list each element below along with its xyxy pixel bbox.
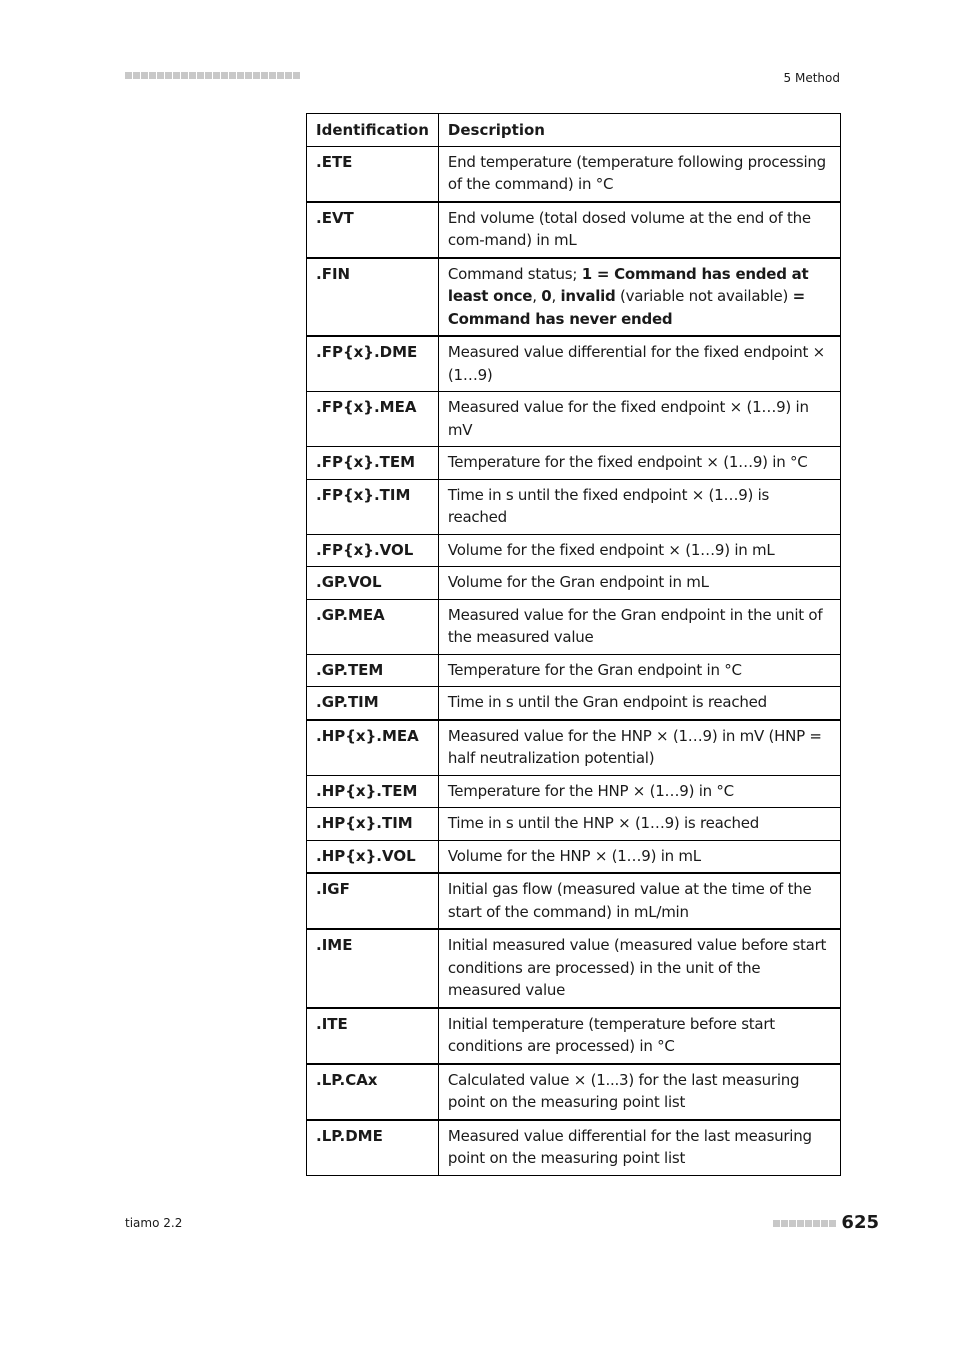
- dot: [221, 72, 228, 79]
- table-row: [307, 720, 841, 776]
- table-row: [307, 873, 841, 929]
- dot: [237, 72, 244, 79]
- table-row: [307, 479, 841, 534]
- description-emphasis: 0: [541, 287, 552, 305]
- variable-description: [438, 654, 840, 687]
- dot: [189, 72, 196, 79]
- dot: [141, 72, 148, 79]
- description-text: Volume for the HNP × (1…9) in mL: [447, 846, 701, 865]
- table-row: [307, 1008, 841, 1064]
- running-header-section: 5 Method: [783, 71, 840, 85]
- description-text: Measured value differential for the fixed endpoint × (1…9): [447, 343, 825, 384]
- variable-identification: .FIN: [307, 258, 439, 337]
- header-dot-rule: [125, 72, 307, 82]
- dot: [173, 72, 180, 79]
- variable-description: [438, 258, 840, 337]
- table-row: [307, 1120, 841, 1176]
- variable-identification: .HP{x}.TIM: [307, 808, 439, 841]
- footer-product-name: tiamo 2.2: [125, 1216, 183, 1230]
- description-text: Time in s until the HNP × (1…9) is reached: [447, 814, 760, 832]
- variable-identification: .LP.CAx: [307, 1064, 439, 1120]
- variable-identification: .FP{x}.DME: [307, 336, 439, 392]
- variable-description: [438, 808, 840, 841]
- page-number: 625: [841, 1212, 879, 1233]
- table-row: [307, 775, 841, 808]
- variable-identification: .HP{x}.TEM: [307, 775, 439, 808]
- description-text: Volume for the Gran endpoint in mL: [447, 573, 709, 591]
- dot: [277, 72, 284, 79]
- variable-identification: .EVT: [307, 202, 439, 258]
- table-row: [307, 1064, 841, 1120]
- dot: [261, 72, 268, 79]
- table-row: [307, 258, 841, 337]
- dot: [157, 72, 164, 79]
- description-text: End volume (total dosed volume at the end of the com-mand) in mL: [447, 208, 811, 249]
- dot: [821, 1220, 828, 1227]
- variable-description: [438, 599, 840, 654]
- dot: [133, 72, 140, 79]
- table-row: [307, 599, 841, 654]
- description-emphasis: 1 = Command has ended at least once: [447, 264, 809, 305]
- description-text: Measured value for the fixed endpoint × (1…9) in mV: [447, 398, 809, 439]
- description-text: Measured value differential for the last measuring point on the measuring point list: [447, 1126, 812, 1167]
- column-header-identification: Identification: [307, 114, 439, 147]
- table-row: [307, 202, 841, 258]
- dot: [149, 72, 156, 79]
- variable-description: [438, 534, 840, 567]
- dot: [781, 1220, 788, 1227]
- table-row: [307, 929, 841, 1008]
- variable-description: [438, 146, 840, 202]
- description-text: Time in s until the fixed endpoint × (1…9) is reached: [447, 485, 770, 526]
- dot: [285, 72, 292, 79]
- variable-identification: .ITE: [307, 1008, 439, 1064]
- description-text: End temperature (temperature following processing of the command) in °C: [447, 152, 826, 193]
- variable-description: [438, 202, 840, 258]
- variable-identification: .ETE: [307, 146, 439, 202]
- variable-description: [438, 479, 840, 534]
- description-text: (variable not available): [615, 287, 793, 305]
- table-row: [307, 534, 841, 567]
- variable-identification: .FP{x}.VOL: [307, 534, 439, 567]
- column-header-description: Description: [438, 114, 840, 147]
- variable-description: [438, 392, 840, 447]
- variable-description: [438, 687, 840, 720]
- description-text: ,: [532, 287, 542, 305]
- variable-identification: .GP.VOL: [307, 567, 439, 600]
- identification-table: [306, 113, 841, 1176]
- table-row: [307, 146, 841, 202]
- description-text: Time in s until the Gran endpoint is reached: [447, 693, 767, 711]
- table-row: [307, 840, 841, 873]
- dot: [181, 72, 188, 79]
- variable-identification: .GP.MEA: [307, 599, 439, 654]
- dot: [213, 72, 220, 79]
- table-row: [307, 808, 841, 841]
- dot: [245, 72, 252, 79]
- variable-identification: .GP.TEM: [307, 654, 439, 687]
- description-text: Temperature for the HNP × (1…9) in °C: [447, 781, 734, 800]
- table-row: [307, 687, 841, 720]
- variable-description: [438, 447, 840, 480]
- table-row: [307, 392, 841, 447]
- dot: [165, 72, 172, 79]
- variable-identification: .LP.DME: [307, 1120, 439, 1176]
- description-text: Temperature for the fixed endpoint × (1…9) in °C: [447, 453, 808, 471]
- variable-description: [438, 929, 840, 1008]
- dot: [293, 72, 300, 79]
- description-text: Temperature for the Gran endpoint in °C: [447, 660, 742, 679]
- footer-dot-rule: [773, 1220, 836, 1227]
- variable-description: [438, 720, 840, 776]
- table-row: [307, 654, 841, 687]
- variable-identification: .HP{x}.VOL: [307, 840, 439, 873]
- dot: [229, 72, 236, 79]
- dot: [125, 72, 132, 79]
- dot: [269, 72, 276, 79]
- variable-identification: .FP{x}.MEA: [307, 392, 439, 447]
- variable-identification: .FP{x}.TIM: [307, 479, 439, 534]
- description-text: ,: [551, 287, 561, 305]
- description-text: Initial temperature (temperature before start conditions are processed) in °C: [447, 1014, 775, 1055]
- description-text: Calculated value × (1...3) for the last measuring point on the measuring point list: [447, 1070, 800, 1111]
- variable-description: [438, 336, 840, 392]
- table-row: [307, 336, 841, 392]
- dot: [813, 1220, 820, 1227]
- description-text: Command status;: [447, 264, 582, 283]
- table-row: [307, 567, 841, 600]
- dot: [789, 1220, 796, 1227]
- dot: [253, 72, 260, 79]
- table-header-row: [307, 114, 841, 147]
- description-text: Measured value for the HNP × (1…9) in mV (HNP = half neutralization potential): [447, 726, 822, 767]
- variable-description: [438, 1064, 840, 1120]
- variable-identification: .HP{x}.MEA: [307, 720, 439, 776]
- table-row: [307, 447, 841, 480]
- variable-description: [438, 1008, 840, 1064]
- variable-description: [438, 567, 840, 600]
- dot: [829, 1220, 836, 1227]
- description-emphasis: invalid: [560, 287, 616, 305]
- description-text: Measured value for the Gran endpoint in the unit of the measured value: [447, 605, 823, 646]
- variable-identification: .FP{x}.TEM: [307, 447, 439, 480]
- dot: [205, 72, 212, 79]
- variable-identification: .IGF: [307, 873, 439, 929]
- description-text: Volume for the fixed endpoint × (1…9) in mL: [447, 540, 775, 559]
- dot: [805, 1220, 812, 1227]
- dot: [197, 72, 204, 79]
- variable-description: [438, 873, 840, 929]
- dot: [773, 1220, 780, 1227]
- variable-description: [438, 840, 840, 873]
- variable-description: [438, 775, 840, 808]
- description-text: Initial measured value (measured value before start conditions are processed) in the unit of the measured value: [447, 936, 827, 999]
- variable-identification: .GP.TIM: [307, 687, 439, 720]
- description-emphasis: = Command has never ended: [447, 287, 805, 328]
- description-text: Initial gas flow (measured value at the time of the start of the command) in mL/min: [447, 880, 812, 921]
- dot: [797, 1220, 804, 1227]
- variable-description: [438, 1120, 840, 1176]
- variable-identification: .IME: [307, 929, 439, 1008]
